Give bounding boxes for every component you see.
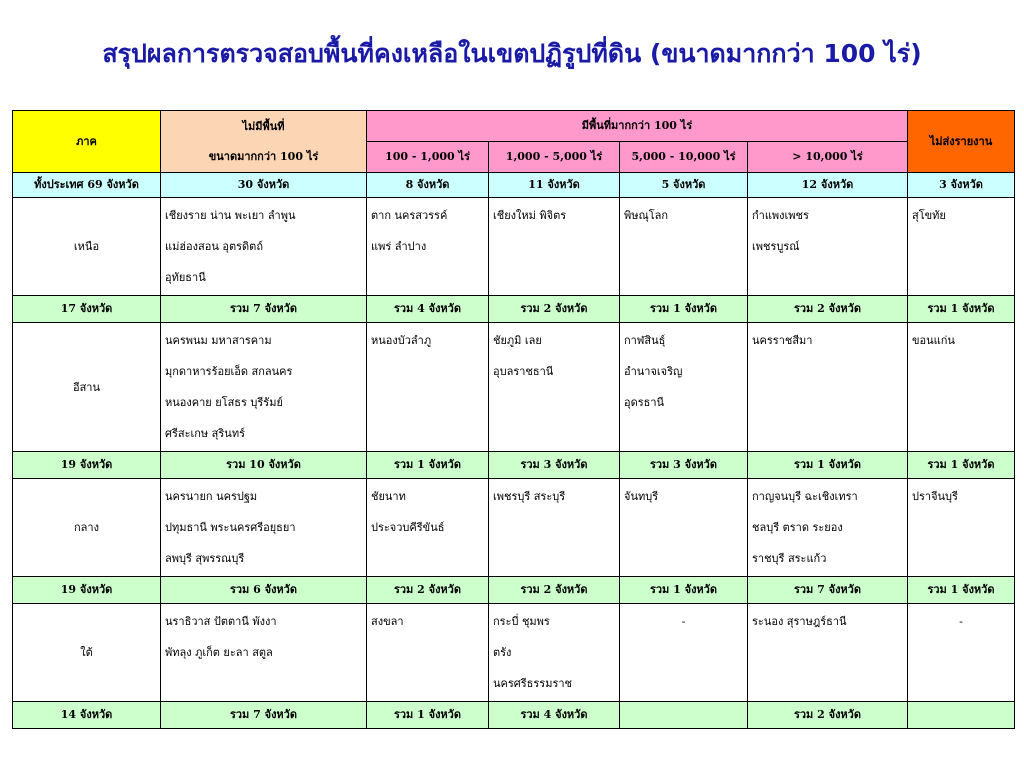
province-line: เชียงราย น่าน พะเยา ลำพูน [165,209,296,222]
province-line: กำแพงเพชร [752,209,809,222]
total-cell: 19 จังหวัด [13,452,161,479]
province-cell [367,323,489,452]
summary-row [13,173,1015,198]
total-cell: รวม 1 จังหวัด [908,296,1015,323]
header-range-1: 100 - 1,000 ไร่ [367,142,489,173]
province-line: ประจวบคีรีขันธ์ [371,521,445,534]
province-line: แม่ฮ่องสอน อุตรดิตถ์ [165,240,263,253]
total-cell: รวม 10 จังหวัด [161,452,367,479]
province-line: ศรีสะเกษ สุรินทร์ [165,427,245,440]
total-cell [620,702,748,729]
total-cell: รวม 7 จังหวัด [161,702,367,729]
summary-cell: 11 จังหวัด [489,173,620,198]
total-cell: รวม 3 จังหวัด [620,452,748,479]
region-row-south [13,604,1015,702]
province-line: นครนายก นครปฐม [165,490,258,503]
province-cell [620,604,748,702]
province-cell [367,198,489,296]
province-cell [748,323,908,452]
land-reform-summary-table [12,110,1015,729]
summary-cell: 5 จังหวัด [620,173,748,198]
region-name: ใต้ [13,604,161,702]
total-cell: รวม 4 จังหวัด [489,702,620,729]
province-cell [161,198,367,296]
province-line: นครศรีธรรมราช [493,677,573,690]
province-cell [748,198,908,296]
province-line: กาฬสินธุ์ [624,334,666,347]
header-no-area [161,111,367,173]
total-cell: รวม 1 จังหวัด [620,577,748,604]
province-line: ตาก นครสวรรค์ [371,209,448,222]
province-cell [748,604,908,702]
province-line: ปราจีนบุรี [912,490,958,503]
province-line: กระบี่ ชุมพร [493,615,550,628]
province-line: จันทบุรี [624,490,659,503]
province-line: แพร่ ลำปาง [371,240,427,253]
header-region: ภาค [13,111,161,173]
province-cell [161,604,367,702]
province-line: ลพบุรี สุพรรณบุรี [165,552,245,565]
province-cell [620,323,748,452]
province-line: ชัยภูมิ เลย [493,334,542,347]
total-cell: รวม 2 จังหวัด [489,296,620,323]
province-cell [161,323,367,452]
region-row-central [13,479,1015,577]
province-cell [908,323,1015,452]
province-line: - [959,615,963,628]
total-cell: รวม 1 จังหวัด [620,296,748,323]
province-line: - [681,615,686,628]
province-line: ขอนแก่น [912,334,955,347]
total-cell [908,702,1015,729]
total-cell: รวม 1 จังหวัด [748,452,908,479]
header-has-area: มีพื้นที่มากกว่า 100 ไร่ [367,111,908,142]
region-row-northeast [13,323,1015,452]
province-cell [908,479,1015,577]
province-line: สุโขทัย [912,209,946,222]
province-line: กาญจนบุรี ฉะเชิงเทรา [752,490,858,503]
total-row-central [13,577,1015,604]
province-line: อำนาจเจริญ [624,365,683,378]
total-cell: 17 จังหวัด [13,296,161,323]
province-line: ชลบุรี ตราด ระยอง [752,521,843,534]
province-line: พัทลุง ภูเก็ต ยะลา สตูล [165,646,273,659]
total-cell: รวม 1 จังหวัด [908,577,1015,604]
summary-cell: ทั้งประเทศ 69 จังหวัด [13,173,161,198]
total-cell: รวม 3 จังหวัด [489,452,620,479]
header-no-area-line2: ขนาดมากกว่า 100 ไร่ [208,149,319,163]
header-range-4: > 10,000 ไร่ [748,142,908,173]
province-line: ปทุมธานี พระนครศรีอยุธยา [165,521,296,534]
province-cell [620,479,748,577]
region-name: เหนือ [13,198,161,296]
province-line: นราธิวาส ปัตตานี พังงา [165,615,277,628]
total-cell: รวม 7 จังหวัด [748,577,908,604]
header-range-3: 5,000 - 10,000 ไร่ [620,142,748,173]
total-cell: รวม 7 จังหวัด [161,296,367,323]
province-line: นครพนม มหาสารคาม [165,334,272,347]
province-cell [908,604,1015,702]
province-line: หนองบัวลำภู [371,334,432,347]
region-row-north [13,198,1015,296]
province-line: ราชบุรี สระแก้ว [752,552,827,565]
province-line: อุดรธานี [624,396,665,409]
total-cell: รวม 1 จังหวัด [908,452,1015,479]
total-cell: รวม 2 จังหวัด [489,577,620,604]
province-cell [748,479,908,577]
total-cell: รวม 2 จังหวัด [748,296,908,323]
summary-cell: 12 จังหวัด [748,173,908,198]
province-cell [489,198,620,296]
province-line: สงขลา [371,615,404,628]
province-cell [489,604,620,702]
summary-cell: 8 จังหวัด [367,173,489,198]
province-cell [367,604,489,702]
region-name: อีสาน [13,323,161,452]
total-row-northeast [13,452,1015,479]
province-cell [908,198,1015,296]
province-line: ระนอง สุราษฎร์ธานี [752,615,847,628]
total-cell: รวม 1 จังหวัด [367,702,489,729]
province-line: หนองคาย ยโสธร บุรีรัมย์ [165,396,283,409]
province-line: ตรัง [493,646,512,659]
total-cell: 19 จังหวัด [13,577,161,604]
province-line: ชัยนาท [371,490,406,503]
province-cell [367,479,489,577]
province-line: อุบลราชธานี [493,365,554,378]
province-cell [489,323,620,452]
total-cell: 14 จังหวัด [13,702,161,729]
province-line: มุกดาหารร้อยเอ็ด สกลนคร [165,365,293,378]
province-line: อุทัยธานี [165,271,206,284]
province-cell [161,479,367,577]
province-line: พิษณุโลก [624,209,669,222]
province-cell [620,198,748,296]
page-title: สรุปผลการตรวจสอบพื้นที่คงเหลือในเขตปฏิรูปที่ดิน (ขนาดมากกว่า 100 ไร่) [102,39,922,68]
province-cell [489,479,620,577]
total-cell: รวม 4 จังหวัด [367,296,489,323]
region-name: กลาง [13,479,161,577]
total-cell: รวม 1 จังหวัด [367,452,489,479]
province-line: เพชรบุรี สระบุรี [493,490,566,503]
total-cell: รวม 2 จังหวัด [748,702,908,729]
summary-cell: 3 จังหวัด [908,173,1015,198]
province-line: เชียงใหม่ พิจิตร [493,209,567,222]
header-not-reported: ไม่ส่งรายงาน [908,111,1015,173]
header-range-2: 1,000 - 5,000 ไร่ [489,142,620,173]
header-no-area-line1: ไม่มีพื้นที่ [242,119,285,133]
total-cell: รวม 2 จังหวัด [367,577,489,604]
summary-cell: 30 จังหวัด [161,173,367,198]
total-cell: รวม 6 จังหวัด [161,577,367,604]
total-row-south [13,702,1015,729]
total-row-north [13,296,1015,323]
province-line: เพชรบูรณ์ [752,240,800,253]
province-line: นครราชสีมา [752,334,813,347]
